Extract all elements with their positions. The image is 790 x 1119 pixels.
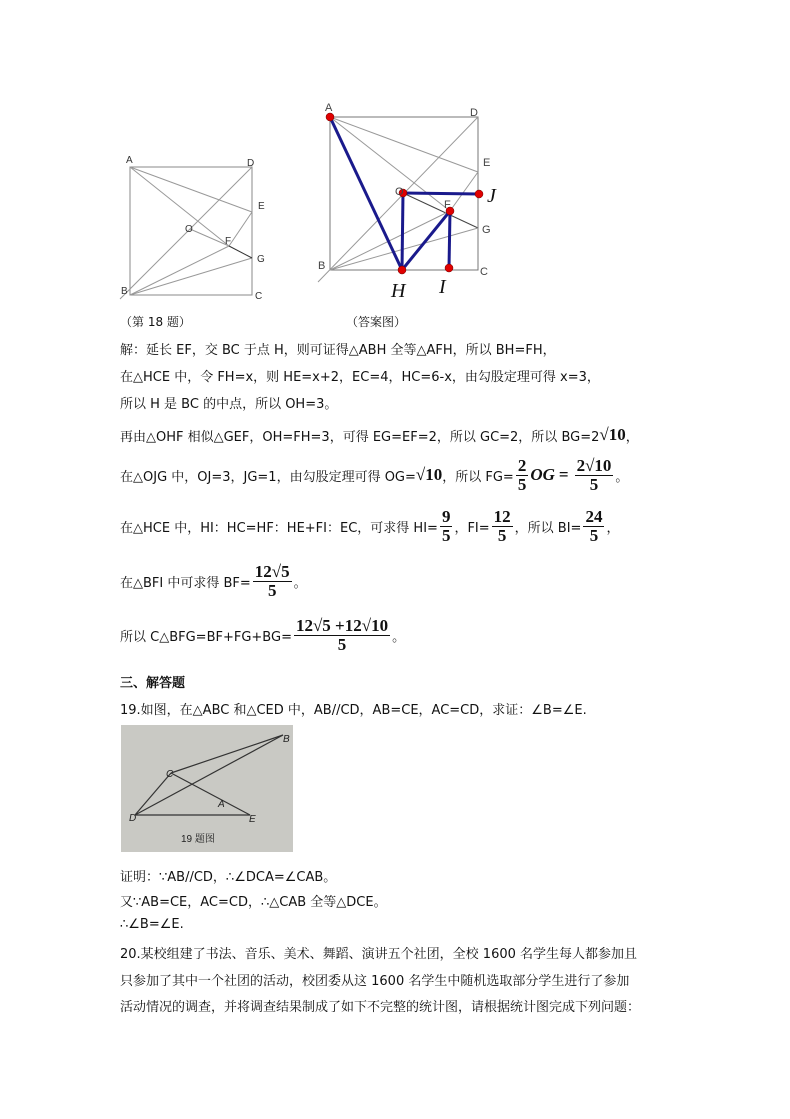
svg-text:O: O (185, 224, 193, 235)
solution-line-4 (120, 425, 639, 445)
question-20-line-3: 活动情况的调查，并将调查结果制成了如下不完整的统计图，请根据统计图完成下列问题： (120, 1000, 641, 1015)
svg-text:E: E (483, 157, 491, 169)
numerator: 12 (493, 507, 511, 526)
numerator: 2√10 (576, 456, 612, 475)
text: ，FI= (454, 520, 490, 536)
text: 。 (615, 469, 629, 485)
fraction (583, 508, 604, 545)
svg-text:I: I (439, 276, 446, 298)
math-var: OG (530, 465, 555, 485)
proof-line-3: ∴∠B=∠E. (120, 917, 184, 932)
svg-text:F: F (444, 199, 451, 211)
svg-text:A: A (325, 102, 333, 114)
figure-answer (0, 0, 790, 340)
denominator: 5 (589, 525, 599, 545)
sqrt-expr: √10 (415, 465, 443, 485)
text: ， (606, 520, 620, 536)
text: ，所以 FG= (442, 469, 514, 485)
svg-text:B: B (283, 734, 290, 745)
text: 所以 C△BFG=BF+FG+BG= (120, 629, 292, 645)
svg-text:A: A (126, 155, 133, 166)
text: ， (625, 429, 639, 445)
svg-text:G: G (257, 254, 265, 265)
text: ，所以 BI= (514, 520, 582, 536)
fraction (294, 617, 390, 654)
numerator: 9 (441, 507, 451, 526)
denominator: 5 (267, 580, 277, 600)
text: 在△BFI 中可求得 BF= (120, 575, 251, 591)
numerator: 12√5 +12√10 (295, 616, 389, 635)
solution-line-8 (120, 617, 405, 654)
svg-text:B: B (121, 286, 128, 297)
question-20-line-1: 20.某校组建了书法、音乐、美术、舞蹈、演讲五个社团，全校 1600 名学生每人都参加且 (120, 947, 638, 962)
svg-text:C: C (255, 291, 263, 302)
proof-line-2: 又∵AB=CE，AC=CD，∴△CAB 全等△DCE。 (120, 895, 387, 910)
equals: = (558, 465, 569, 485)
fraction (492, 508, 513, 545)
svg-text:H: H (391, 280, 406, 302)
figure-18-caption: （第 18 题） (120, 315, 191, 329)
numerator: 12√5 (254, 562, 290, 581)
question-20-line-2: 只参加了其中一个社团的活动，校团委从这 1600 名学生中随机选取部分学生进行了参加 (120, 974, 630, 989)
solution-line-6 (120, 508, 619, 545)
fraction (253, 563, 292, 600)
svg-text:E: E (258, 201, 265, 212)
numerator: 24 (585, 507, 603, 526)
denominator: 5 (441, 525, 451, 545)
svg-text:F: F (225, 236, 232, 247)
solution-line-2: 在△HCE 中，令 FH=x，则 HE=x+2，EC=4，HC=6-x，由勾股定理可得 x=3， (120, 370, 600, 385)
question-19: 19.如图，在△ABC 和△CED 中，AB//CD，AB=CE，AC=CD，求证：∠B=∠E. (120, 703, 587, 718)
proof-line-1: 证明：∵AB//CD，∴∠DCA=∠CAB。 (120, 870, 337, 885)
svg-text:E: E (249, 814, 256, 825)
denominator: 5 (337, 634, 347, 654)
sqrt-expr: √10 (599, 425, 626, 444)
solution-line-5 (120, 457, 628, 494)
solution-line-1: 解：延长 EF，交 BC 于点 H，则可证得△ABH 全等△AFH，所以 BH=FH， (120, 343, 556, 358)
fraction (440, 508, 453, 545)
text: 在△HCE 中，HI：HC=HF：HE+FI：EC，可求得 HI= (120, 520, 438, 536)
numerator: 2 (517, 456, 527, 475)
figure-answer-caption: （答案图） (346, 315, 407, 329)
svg-text:B: B (318, 260, 326, 272)
svg-text:C: C (166, 769, 174, 780)
svg-text:D: D (470, 107, 478, 119)
text: 。 (392, 629, 406, 645)
svg-text:G: G (482, 224, 491, 236)
text: 在△OJG 中，OJ=3，JG=1，由勾股定理可得 OG= (120, 469, 416, 485)
section-heading: 三、解答题 (120, 676, 186, 691)
text: 。 (293, 575, 307, 591)
svg-text:A: A (218, 799, 225, 810)
denominator: 5 (589, 474, 599, 494)
text: 再由△OHF 相似△GEF，OH=FH=3，可得 EG=EF=2，所以 GC=2，所以 BG=2 (120, 429, 600, 445)
svg-text:D: D (247, 158, 255, 169)
svg-text:19 题图: 19 题图 (181, 834, 215, 845)
denominator: 5 (517, 474, 527, 494)
svg-text:D: D (129, 813, 137, 824)
denominator: 5 (497, 525, 507, 545)
figure-19 (121, 725, 293, 852)
fraction (575, 457, 614, 494)
svg-text:O: O (395, 186, 404, 198)
solution-line-7 (120, 563, 307, 600)
svg-text:C: C (480, 266, 488, 278)
fraction (516, 457, 529, 494)
svg-text:J: J (487, 185, 496, 207)
solution-line-3: 所以 H 是 BC 的中点，所以 OH=3。 (120, 397, 338, 412)
